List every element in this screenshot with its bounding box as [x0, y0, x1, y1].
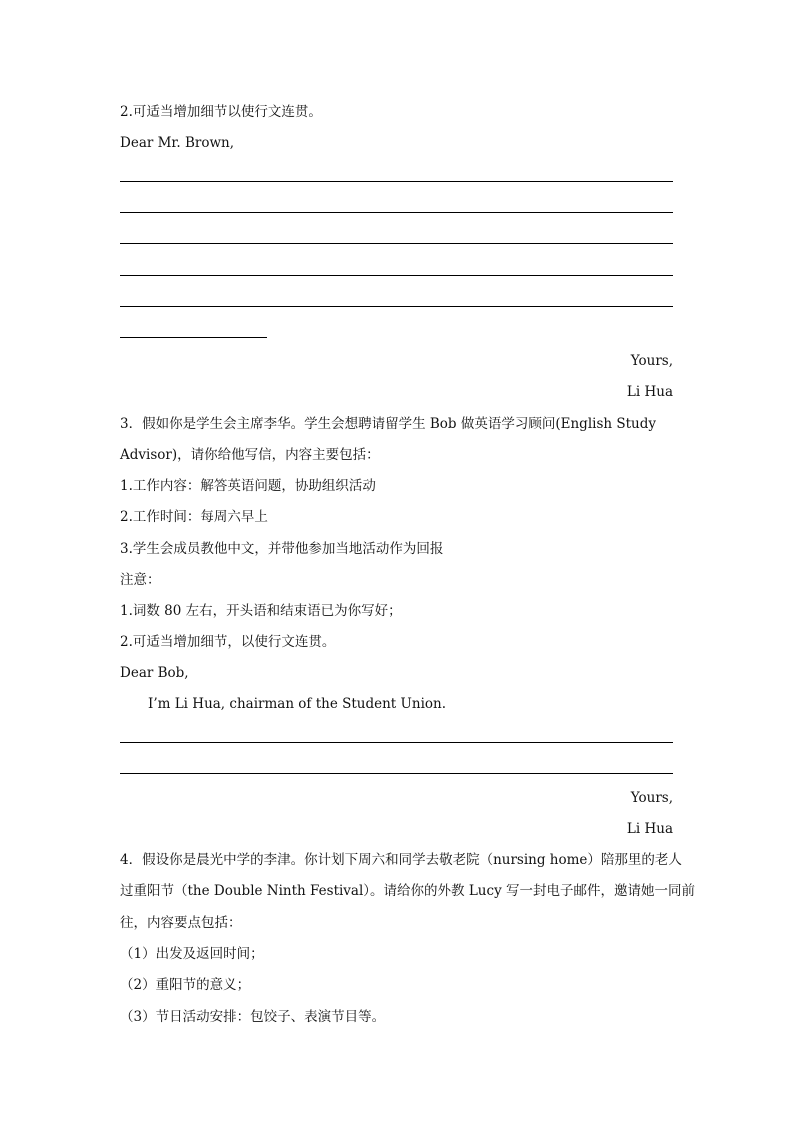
s3-closing: Yours,: [630, 790, 673, 806]
s3-point3: 3.学生会成员教他中文，并带他参加当地活动作为回报: [120, 541, 444, 557]
s3-prompt-line1: 3．假如你是学生会主席李华。学生会想聘请留学生 Bob 做英语学习顾问(English Study: [120, 416, 657, 432]
s3-note2: 2.可适当增加细节，以使行文连贯。: [120, 634, 336, 650]
s3-prompt-line2: Advisor)，请你给他写信，内容主要包括：: [120, 447, 380, 463]
writing-line: [120, 212, 673, 213]
s3-note1: 1.词数 80 左右，开头语和结束语已为你写好；: [120, 603, 402, 619]
s4-point2: （2）重阳节的意义；: [120, 977, 251, 993]
writing-line: [120, 773, 673, 774]
s2-salutation: Dear Mr. Brown,: [120, 135, 235, 151]
writing-line: [120, 306, 673, 307]
s4-prompt-line2: 过重阳节（the Double Ninth Festival）。请给你的外教 Lucy 写一封电子邮件，邀请她一同前: [120, 883, 695, 899]
s3-signature: Li Hua: [626, 821, 673, 837]
s4-point1: （1）出发及返回时间；: [120, 946, 264, 962]
s3-salutation: Dear Bob,: [120, 665, 189, 681]
writing-line: [120, 243, 673, 244]
s3-attention: 注意：: [120, 572, 161, 588]
s2-signature: Li Hua: [626, 384, 673, 400]
writing-line: [120, 275, 673, 276]
s4-prompt-line3: 往，内容要点包括：: [120, 915, 242, 931]
s4-prompt-line1: 4．假设你是晨光中学的李津。你计划下周六和同学去敬老院（nursing home）陪那里的老人: [120, 852, 682, 868]
s2-closing: Yours,: [630, 353, 673, 369]
s3-opening-sentence: I’m Li Hua, chairman of the Student Union.: [148, 696, 447, 712]
s3-point2: 2.工作时间：每周六早上: [120, 509, 268, 525]
writing-line: [120, 181, 673, 182]
writing-line-short: [120, 337, 267, 338]
s2-note-item2: 2.可适当增加细节以使行文连贯。: [120, 104, 322, 120]
s3-point1: 1.工作内容：解答英语问题，协助组织活动: [120, 478, 376, 494]
writing-line: [120, 742, 673, 743]
s4-point3: （3）节日活动安排：包饺子、表演节目等。: [120, 1009, 386, 1025]
